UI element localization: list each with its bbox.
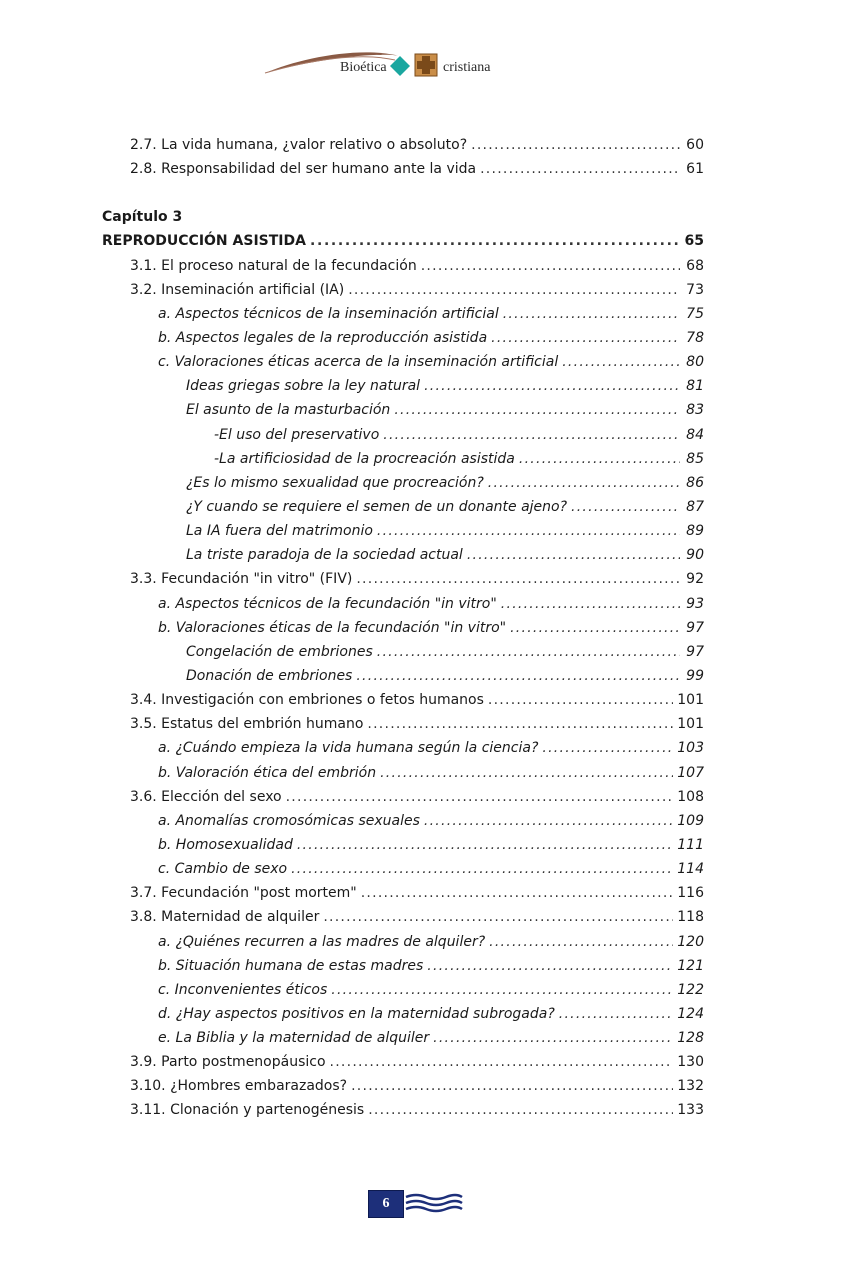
toc-page-number: 114 — [677, 861, 704, 878]
toc-entry — [102, 229, 704, 253]
toc-entry — [102, 133, 704, 157]
toc-page-number: 68 — [686, 257, 704, 274]
toc-entry-label: Capítulo 3 — [102, 209, 183, 226]
toc-dot-leader — [424, 374, 680, 398]
toc-entry — [102, 881, 704, 905]
toc-entry-label: -El uso del preservativo — [214, 426, 380, 443]
toc-page-number: 89 — [686, 523, 704, 540]
toc-entry-label: 2.7. La vida humana, ¿valor relativo o absoluto? — [130, 137, 468, 153]
toc-dot-leader — [488, 471, 680, 495]
toc-page-number: 92 — [686, 571, 704, 588]
toc-dot-leader — [424, 809, 673, 833]
toc-dot-leader — [383, 423, 680, 447]
toc-dot-leader — [421, 254, 680, 278]
toc-entry-label: b. Homosexualidad — [158, 836, 293, 853]
toc-dot-leader — [433, 1026, 673, 1050]
toc-entry — [102, 712, 704, 736]
toc-page-number: 124 — [677, 1005, 704, 1022]
toc-dot-leader — [351, 1074, 673, 1098]
toc-page-number: 73 — [686, 281, 704, 298]
toc-entry-label: ¿Y cuando se requiere el semen de un donante ajeno? — [186, 498, 568, 515]
toc-dot-leader — [571, 495, 680, 519]
toc-page-number: 101 — [677, 716, 704, 733]
toc-entry-label: d. ¿Hay aspectos positivos en la maternidad subrogada? — [158, 1005, 555, 1022]
toc-entry — [102, 664, 704, 688]
toc-page-number: 84 — [686, 426, 704, 443]
toc-entry-label: 3.9. Parto postmenopáusico — [130, 1054, 326, 1071]
toc-entry — [102, 857, 704, 881]
toc-page-number: 80 — [686, 354, 704, 371]
toc-dot-leader — [367, 712, 673, 736]
toc-entry — [102, 1050, 704, 1074]
toc-entry-label: b. Aspectos legales de la reproducción asistida — [158, 329, 488, 346]
toc-dot-leader — [488, 688, 673, 712]
toc-dot-leader — [559, 1002, 673, 1026]
toc-dot-leader — [519, 447, 680, 471]
toc-entry-label: -La artificiosidad de la procreación asistida — [214, 450, 515, 467]
toc-entry — [102, 1098, 704, 1122]
toc-entry — [102, 567, 704, 591]
toc-page-number: 90 — [686, 547, 704, 564]
toc-entry — [102, 736, 704, 760]
toc-dot-leader — [286, 785, 674, 809]
page-header — [0, 0, 847, 110]
toc-entry — [102, 688, 704, 712]
toc-entry — [102, 833, 704, 857]
toc-entry — [102, 326, 704, 350]
toc-dot-leader — [310, 229, 680, 253]
toc-page-number: 83 — [686, 402, 704, 419]
toc-page-number: 116 — [677, 885, 704, 902]
toc-spacer — [102, 181, 704, 205]
toc-dot-leader — [467, 543, 680, 567]
toc-dot-leader — [489, 930, 673, 954]
toc-entry — [102, 278, 704, 302]
toc-entry-label: a. ¿Quiénes recurren a las madres de alquiler? — [158, 933, 486, 950]
toc-entry-label: El asunto de la masturbación — [186, 402, 391, 419]
toc-entry-label: 3.11. Clonación y partenogénesis — [130, 1102, 365, 1119]
toc-entry — [102, 978, 704, 1002]
toc-entry — [102, 423, 704, 447]
toc-entry — [102, 785, 704, 809]
toc-dot-leader — [330, 1050, 674, 1074]
toc-entry — [102, 157, 704, 181]
toc-entry — [102, 495, 704, 519]
toc-entry-label: 3.1. El proceso natural de la fecundación — [130, 257, 417, 274]
toc-entry-label: 3.4. Investigación con embriones o fetos humanos — [130, 692, 484, 709]
toc-entry — [102, 930, 704, 954]
toc-page-number: 99 — [686, 667, 704, 684]
toc-page-number: 132 — [677, 1078, 704, 1095]
toc-page-number: 60 — [686, 137, 704, 153]
toc-entry — [102, 471, 704, 495]
toc-dot-leader — [394, 398, 680, 422]
toc-page-number: 87 — [686, 498, 704, 515]
toc-entry-label: b. Valoraciones éticas de la fecundación "in vitro" — [158, 619, 507, 636]
toc-entry-label: 3.3. Fecundación "in vitro" (FIV) — [130, 571, 353, 588]
toc-entry — [102, 205, 704, 229]
toc-page-number: 93 — [686, 595, 704, 612]
toc-entry-label: a. Aspectos técnicos de la inseminación artificial — [158, 305, 499, 322]
toc-dot-leader — [480, 157, 680, 181]
toc-page-number: 120 — [677, 933, 704, 950]
toc-entry-label: La IA fuera del matrimonio — [186, 523, 373, 540]
toc-entry — [102, 350, 704, 374]
toc-entry — [102, 302, 704, 326]
toc-entry-label: 3.5. Estatus del embrión humano — [130, 716, 364, 733]
toc-entry-label: Ideas griegas sobre la ley natural — [186, 378, 421, 395]
toc-entry — [102, 254, 704, 278]
toc-entry — [102, 761, 704, 785]
toc-entry-label: c. Valoraciones éticas acerca de la inseminación artificial — [158, 354, 559, 371]
table-of-contents — [102, 133, 704, 1123]
toc-entry-label: 3.2. Inseminación artificial (IA) — [130, 281, 345, 298]
toc-page-number: 75 — [686, 305, 704, 322]
brand-left-text: Bioética — [340, 60, 387, 75]
toc-page-number: 108 — [677, 788, 704, 805]
toc-entry — [102, 1074, 704, 1098]
toc-page-number: 86 — [686, 474, 704, 491]
toc-page-number: 97 — [686, 619, 704, 636]
toc-entry-label: 3.6. Elección del sexo — [130, 788, 282, 805]
toc-dot-leader — [356, 664, 680, 688]
toc-entry — [102, 592, 704, 616]
toc-entry-label: 3.7. Fecundación "post mortem" — [130, 885, 357, 902]
toc-entry-label: ¿Es lo mismo sexualidad que procreación? — [186, 474, 484, 491]
toc-entry-label: c. Inconvenientes éticos — [158, 981, 328, 998]
toc-dot-leader — [501, 592, 680, 616]
toc-dot-leader — [368, 1098, 673, 1122]
toc-page-number: 78 — [686, 329, 704, 346]
toc-entry-label: a. Anomalías cromosómicas sexuales — [158, 812, 420, 829]
toc-entry-label: b. Valoración ética del embrión — [158, 764, 377, 781]
toc-page-number: 81 — [686, 378, 704, 395]
toc-entry-label: a. Aspectos técnicos de la fecundación "in vitro" — [158, 595, 497, 612]
toc-page-number: 111 — [677, 836, 704, 853]
toc-entry-label: 2.8. Responsabilidad del ser humano ante la vida — [130, 161, 477, 178]
toc-page-number: 130 — [677, 1054, 704, 1071]
page-footer — [368, 1190, 468, 1220]
toc-entry-label: c. Cambio de sexo — [158, 861, 288, 878]
toc-entry-label: La triste paradoja de la sociedad actual — [186, 547, 463, 564]
toc-entry-label: a. ¿Cuándo empieza la vida humana según la ciencia? — [158, 740, 539, 757]
toc-dot-leader — [542, 736, 673, 760]
toc-entry-label: 3.10. ¿Hombres embarazados? — [130, 1078, 348, 1095]
toc-entry-label: e. La Biblia y la maternidad de alquiler — [158, 1030, 430, 1047]
toc-entry — [102, 398, 704, 422]
toc-page-number: 128 — [677, 1030, 704, 1047]
toc-entry — [102, 1026, 704, 1050]
toc-page-number: 97 — [686, 643, 704, 660]
toc-page-number: 109 — [677, 812, 704, 829]
toc-page-number: 65 — [684, 233, 704, 250]
toc-entry-label: b. Situación humana de estas madres — [158, 957, 424, 974]
toc-entry — [102, 954, 704, 978]
toc-page-number: 85 — [686, 450, 704, 467]
toc-dot-leader — [562, 350, 680, 374]
toc-page-number: 122 — [677, 981, 704, 998]
toc-entry — [102, 809, 704, 833]
toc-entry-label: Donación de embriones — [186, 667, 353, 684]
toc-page-number: 103 — [677, 740, 704, 757]
toc-dot-leader — [377, 519, 680, 543]
toc-dot-leader — [377, 640, 680, 664]
toc-dot-leader — [348, 278, 680, 302]
toc-entry — [102, 519, 704, 543]
toc-dot-leader — [503, 302, 680, 326]
toc-page-number: 61 — [686, 161, 704, 178]
toc-dot-leader — [361, 881, 674, 905]
toc-entry-label: Congelación de embriones — [186, 643, 373, 660]
toc-entry-label: 3.8. Maternidad de alquiler — [130, 909, 320, 926]
toc-dot-leader — [380, 761, 673, 785]
toc-entry — [102, 640, 704, 664]
brand-right-text: cristiana — [443, 60, 491, 75]
toc-entry — [102, 905, 704, 929]
toc-dot-leader — [331, 978, 673, 1002]
toc-entry-label: REPRODUCCIÓN ASISTIDA — [102, 233, 306, 250]
toc-dot-leader — [356, 567, 680, 591]
toc-dot-leader — [297, 833, 673, 857]
toc-page-number: 133 — [677, 1102, 704, 1119]
toc-entry — [102, 616, 704, 640]
toc-dot-leader — [471, 133, 680, 157]
toc-entry — [102, 543, 704, 567]
toc-entry — [102, 447, 704, 471]
toc-entry — [102, 374, 704, 398]
toc-page-number: 118 — [677, 909, 704, 926]
toc-dot-leader — [323, 905, 673, 929]
wave-lines-icon — [404, 1192, 464, 1214]
toc-dot-leader — [491, 326, 680, 350]
toc-page-number: 107 — [677, 764, 704, 781]
toc-dot-leader — [510, 616, 680, 640]
toc-dot-leader — [291, 857, 673, 881]
toc-dot-leader — [427, 954, 673, 978]
toc-page-number: 101 — [677, 692, 704, 709]
toc-page-number: 121 — [677, 957, 704, 974]
toc-entry — [102, 1002, 704, 1026]
page-number: 6 — [368, 1190, 404, 1218]
